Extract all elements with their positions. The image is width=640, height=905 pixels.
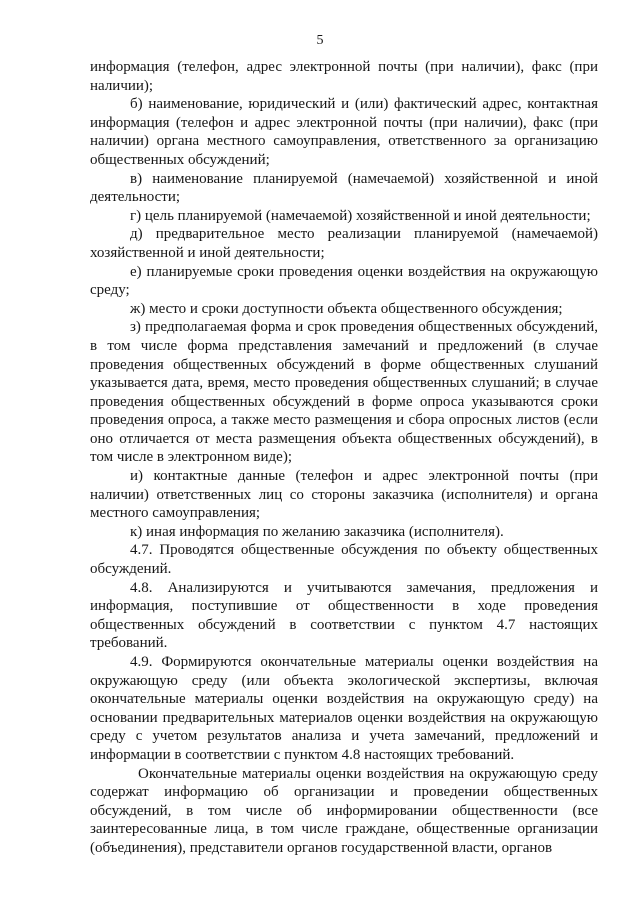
paragraph-final-materials: Окончательные материалы оценки воздействия на окружающую среду содержат информацию об организации и проведении общественных обсуждений, в том числе об информировании общественности (все заинтересованные лица, в том числе граждане, общественные организации (объединения), представители органов государственной власти, органов (90, 765, 598, 856)
paragraph-contact-info-continued: информация (телефон, адрес электронной почты (при наличии), факс (при наличии); (90, 59, 598, 94)
paragraph-item-k: к) иная информация по желанию заказчика (исполнителя). (130, 523, 504, 540)
paragraph-item-z: з) предполагаемая форма и срок проведения общественных обсуждений, в том числе форма представления замечаний и предложений (в случае проведения общественных обсуждений в форме общественных слушаний указывается дата, время, место проведения общественных слушаний; в случае проведения общественных обсуждений в форме опроса указываются сроки проведения опроса, а также место размещения и сбора опросных листов (если оно отличается от места размещения объекта общественных обсуждений), в том числе в электронном виде); (90, 319, 598, 466)
paragraph-section-4-8: 4.8. Анализируются и учитываются замечания, предложения и информация, поступившие от общественности в ходе проведения общественных обсуждений в соответствии с пунктом 4.7 настоящих требований. (90, 579, 598, 652)
paragraph-section-4-9: 4.9. Формируются окончательные материалы оценки воздействия на окружающую среду (или объекта экологической экспертизы, включая окончательные материалы оценки воздействия на окружающую среду) на основании предварительных материалов оценки воздействия на окружающую среду с учетом результатов анализа и учета замечаний, предложений и информации в соответствии с пунктом 4.8 настоящих требований. (90, 654, 598, 763)
paragraph-item-g: г) цель планируемой (намечаемой) хозяйственной и иной деятельности; (130, 207, 591, 224)
paragraph-item-e: е) планируемые сроки проведения оценки воздействия на окружающую среду; (90, 263, 598, 299)
paragraph-item-d: д) предварительное место реализации планируемой (намечаемой) хозяйственной и иной деятельности; (90, 226, 598, 261)
paragraph-item-i: и) контактные данные (телефон и адрес электронной почты (при наличии) ответственных лиц со стороны заказчика (исполнителя) и органа местного самоуправления; (90, 468, 598, 522)
page-number: 5 (316, 33, 324, 48)
paragraph-item-zh: ж) место и сроки доступности объекта общественного обсуждения; (130, 300, 563, 317)
paragraph-item-b: б) наименование, юридический и (или) фактический адрес, контактная информация (телефон и адрес электронной почты (при наличии), факс (при наличии) органа местного самоуправления, ответственного за организацию общественных обсуждений; (90, 96, 598, 168)
paragraph-item-v: в) наименование планируемой (намечаемой) хозяйственной и иной деятельности; (90, 170, 598, 206)
paragraph-section-4-7: 4.7. Проводятся общественные обсуждения по объекту общественных обсуждений. (90, 542, 598, 578)
document-body (90, 58, 598, 858)
